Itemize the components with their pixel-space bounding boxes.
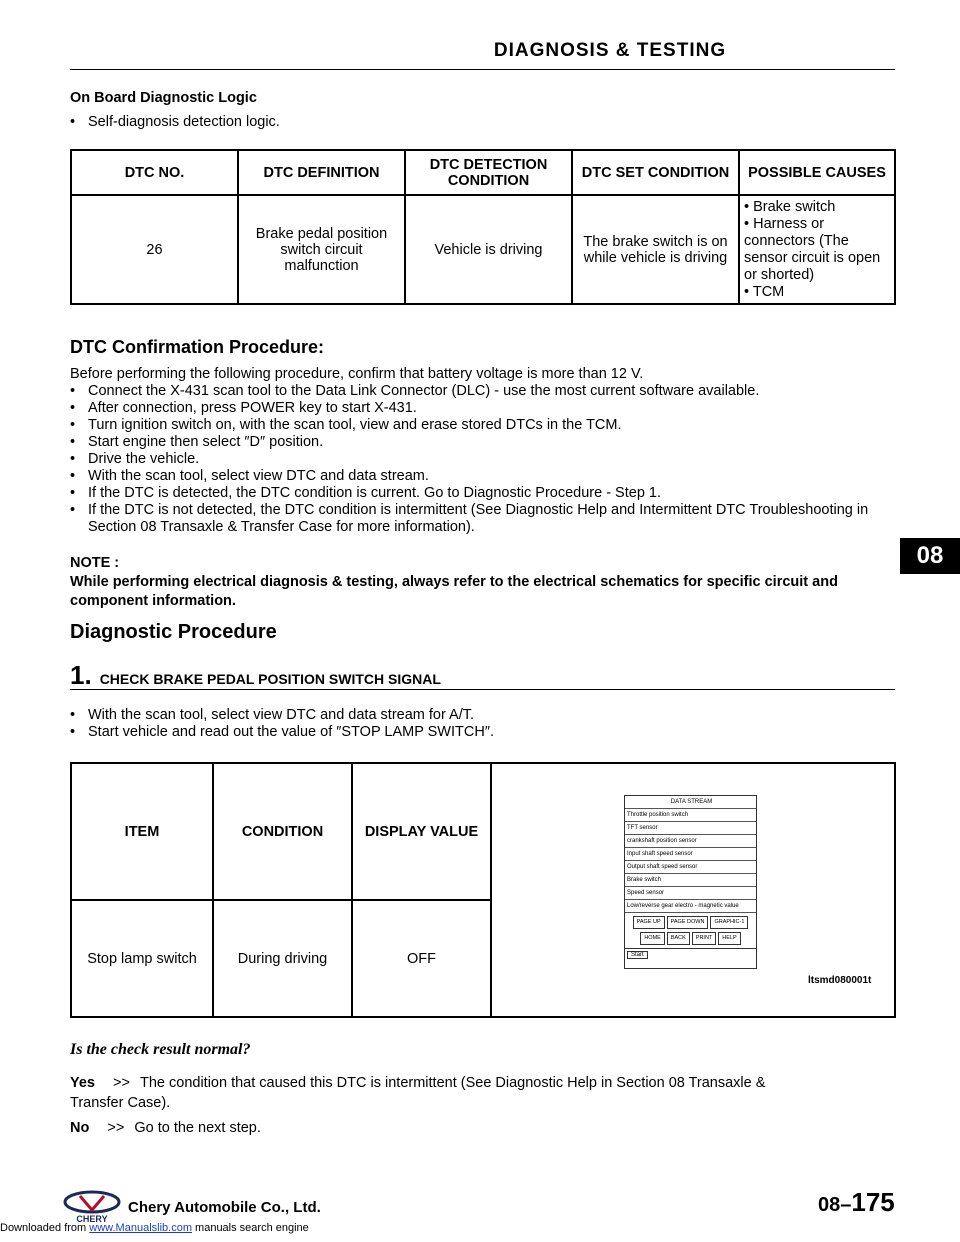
- bullet-icon: •: [70, 724, 76, 740]
- home-button: HOME: [640, 932, 665, 945]
- confirmation-intro: Before performing the following procedure, confirm that battery voltage is more than 12 V.: [70, 366, 644, 382]
- confirmation-bullet: [70, 417, 896, 434]
- bullet-text: With the scan tool, select view DTC and data stream for A/T.: [88, 707, 475, 723]
- page-up-button: PAGE UP: [633, 916, 665, 929]
- footer-company: Chery Automobile Co., Ltd.: [128, 1199, 321, 1216]
- step-title: CHECK BRAKE PEDAL POSITION SWITCH SIGNAL: [99, 671, 441, 687]
- procedure-bullet: [70, 707, 896, 724]
- download-footer: [0, 1222, 309, 1234]
- bullet-icon: •: [70, 502, 76, 518]
- data-stream-buttons-row2: [625, 932, 756, 945]
- start-button: Start: [627, 951, 648, 959]
- bullet-icon: •: [70, 451, 76, 467]
- result-no: [70, 1118, 261, 1138]
- download-prefix: Downloaded from: [0, 1222, 90, 1234]
- dtc-header-no: DTC NO.: [71, 150, 238, 195]
- item-header-value: DISPLAY VALUE: [352, 763, 491, 900]
- page-num: 175: [851, 1187, 895, 1217]
- data-stream-row: Input shaft speed sensor: [625, 848, 756, 861]
- bullet-text: Self-diagnosis detection logic.: [88, 114, 280, 130]
- footer-page-number: [818, 1187, 895, 1218]
- manualslib-link[interactable]: www.Manualslib.com: [89, 1222, 192, 1234]
- cause-text: Brake switch: [753, 198, 836, 215]
- item-table-header-row: [71, 763, 895, 900]
- section-heading-obd-logic: On Board Diagnostic Logic: [70, 90, 257, 106]
- bullet-icon: •: [70, 400, 76, 416]
- bullet-text: Start engine then select ″D″ position.: [88, 434, 324, 450]
- chery-logo-icon: [62, 1190, 122, 1224]
- step-divider: [70, 689, 895, 690]
- bullet-text: After connection, press POWER key to start X-431.: [88, 400, 417, 416]
- note-label: NOTE :: [70, 555, 120, 571]
- data-stream-row: crankshaft position sensor: [625, 835, 756, 848]
- page-down-button: PAGE DOWN: [667, 916, 709, 929]
- cause-item: • Brake switch: [744, 198, 836, 215]
- confirmation-bullet: [70, 485, 896, 502]
- item-table: [70, 762, 896, 1018]
- cause-text: Harness or connectors (The sensor circuit is open or shorted): [744, 215, 881, 283]
- yes-text-cont: Transfer Case).: [70, 1095, 171, 1111]
- no-label: No: [70, 1120, 90, 1136]
- procedure-bullets: [70, 707, 896, 741]
- data-stream-row: Throttle position switch: [625, 809, 756, 822]
- yes-arrow: >>: [113, 1075, 130, 1091]
- no-text: Go to the next step.: [134, 1120, 261, 1136]
- bullet-icon: •: [70, 417, 76, 433]
- dtc-table-row: [71, 195, 895, 304]
- figure-caption: ltsmd080001t: [808, 975, 872, 986]
- data-stream-row: Low/reverse gear electro - magnetic value: [625, 900, 756, 913]
- data-stream-row: Brake switch: [625, 874, 756, 887]
- confirmation-bullet: [70, 468, 896, 485]
- result-question: Is the check result normal?: [70, 1041, 251, 1058]
- confirmation-bullet: [70, 383, 896, 400]
- dtc-header-definition: DTC DEFINITION: [238, 150, 405, 195]
- data-stream-row: Output shaft speed sensor: [625, 861, 756, 874]
- bullet-text: Turn ignition switch on, with the scan tool, view and erase stored DTCs in the TCM.: [88, 417, 622, 433]
- cause-item: • TCM: [744, 283, 785, 300]
- condition-cell: During driving: [213, 900, 352, 1017]
- item-header-condition: CONDITION: [213, 763, 352, 900]
- dtc-set-cell: The brake switch is on while vehicle is driving: [572, 195, 739, 304]
- confirmation-heading: DTC Confirmation Procedure:: [70, 337, 325, 357]
- back-button: BACK: [667, 932, 690, 945]
- page-header-title: DIAGNOSIS & TESTING: [493, 40, 727, 61]
- data-stream-taskbar: [625, 948, 756, 961]
- data-stream-title: DATA STREAM: [625, 796, 756, 809]
- bullet-text: Drive the vehicle.: [88, 451, 200, 467]
- confirmation-block: [70, 366, 896, 536]
- dtc-definition-cell: Brake pedal position switch circuit malfunction: [238, 195, 405, 304]
- value-cell: OFF: [352, 900, 491, 1017]
- data-stream-row: TFT sensor: [625, 822, 756, 835]
- cause-item: • Harness or connectors (The sensor circuit is open or shorted): [744, 215, 881, 283]
- dtc-header-set: DTC SET CONDITION: [572, 150, 739, 195]
- section-tab: 08: [900, 538, 960, 574]
- graphic-button: GRAPHIC-1: [710, 916, 748, 929]
- yes-text: The condition that caused this DTC is intermittent (See Diagnostic Help in Section 08 Transaxle &: [140, 1075, 766, 1091]
- bullet-icon: •: [70, 485, 76, 501]
- step-heading: [70, 660, 441, 691]
- confirmation-bullet: [70, 502, 896, 536]
- dtc-table-header-row: [71, 150, 895, 195]
- cause-text: TCM: [752, 283, 785, 300]
- dtc-table: [70, 149, 896, 305]
- confirmation-bullet: [70, 400, 896, 417]
- obd-logic-bullet: [70, 114, 280, 131]
- page-prefix: 08–: [818, 1194, 852, 1216]
- bullet-text: Connect the X-431 scan tool to the Data Link Connector (DLC) - use the most current software available.: [88, 383, 760, 399]
- data-stream-buttons-row1: [625, 916, 756, 929]
- bullet-icon: •: [70, 383, 76, 399]
- note-block: [70, 554, 896, 611]
- item-header-item: ITEM: [71, 763, 213, 900]
- dtc-no-cell: 26: [71, 195, 238, 304]
- bullet-icon: •: [70, 468, 76, 484]
- print-button: PRINT: [692, 932, 717, 945]
- header-divider: [70, 69, 895, 70]
- yes-label: Yes: [70, 1075, 95, 1091]
- note-text: While performing electrical diagnosis & testing, always refer to the electrical schematics for specific circuit and component information.: [70, 574, 838, 609]
- procedure-bullet: [70, 724, 896, 741]
- procedure-heading: Diagnostic Procedure: [70, 621, 277, 643]
- confirmation-bullet: [70, 451, 896, 468]
- dtc-header-causes: POSSIBLE CAUSES: [739, 150, 895, 195]
- help-button: HELP: [718, 932, 740, 945]
- dtc-header-detection: DTC DETECTION CONDITION: [405, 150, 572, 195]
- bullet-text: If the DTC is not detected, the DTC condition is intermittent (See Diagnostic Help and Intermittent DTC Troubleshooting in Section 08 Transaxle & Transfer Case for more information).: [88, 502, 869, 535]
- data-stream-row: Speed sensor: [625, 887, 756, 900]
- bullet-text: If the DTC is detected, the DTC condition is current. Go to Diagnostic Procedure - Step 1.: [88, 485, 662, 501]
- download-suffix: manuals search engine: [191, 1222, 309, 1234]
- step-number: 1.: [70, 660, 92, 690]
- dtc-detection-cell: Vehicle is driving: [405, 195, 572, 304]
- bullet-icon: •: [70, 114, 76, 130]
- dtc-causes-cell: [739, 195, 895, 304]
- data-stream-screen: [624, 795, 757, 969]
- bullet-text: Start vehicle and read out the value of ″STOP LAMP SWITCH″.: [88, 724, 494, 740]
- bullet-icon: •: [70, 707, 76, 723]
- item-cell: Stop lamp switch: [71, 900, 213, 1017]
- confirmation-bullet: [70, 434, 896, 451]
- svg-text:CHERY: CHERY: [76, 1214, 108, 1224]
- bullet-icon: •: [70, 434, 76, 450]
- result-yes: [70, 1073, 896, 1113]
- bullet-text: With the scan tool, select view DTC and data stream.: [88, 468, 429, 484]
- no-arrow: >>: [107, 1120, 125, 1136]
